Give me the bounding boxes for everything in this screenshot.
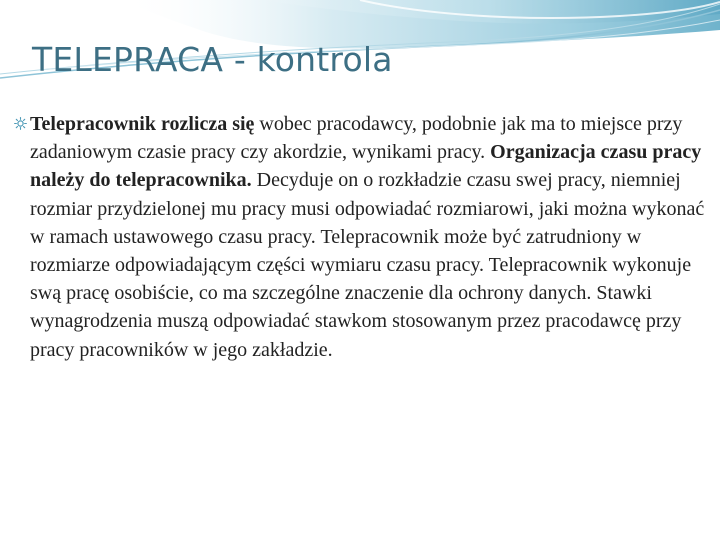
- slide-body: [14, 110, 716, 364]
- slide-title: TELEPRACA - kontrola: [32, 40, 393, 79]
- bullet-paragraph: [14, 110, 716, 364]
- paragraph-text-2: Decyduje on o rozkładzie czasu swej pracy, niemniej rozmiar przydzielonej mu pracy musi odpowiadać rozmiarowi, jaki można wykonać w ramach ustawowego czasu pracy. Telepracownik może być zatrudniony w rozmiarze odpowiadającym części wymiaru czasu pracy. Telepracownik wykonuje swą pracę osobiście, co ma szczególne znaczenie dla ochrony danych. Stawki wynagrodzenia muszą odpowiadać stawkom stosowanym przez pracodawcę przy pracy pracowników w jego zakładzie.: [30, 169, 705, 361]
- bold-phrase-organization: Organizacja czasu pracy należy do telepracownika.: [30, 141, 702, 192]
- paragraph-text-1: wobec pracodawcy, podobnie jak ma to miejsce przy zadaniowym czasie pracy czy akordzie, wynikami pracy.: [30, 113, 683, 164]
- bold-phrase-settlement: Telepracownik rozlicza się: [30, 113, 255, 135]
- sun-bullet-icon: [14, 117, 27, 130]
